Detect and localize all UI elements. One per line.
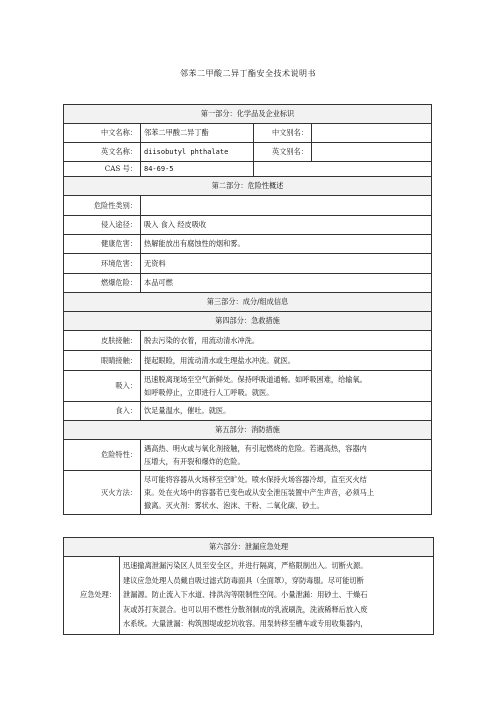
spill-section bbox=[63, 537, 433, 635]
ingestion-label: 食入： bbox=[64, 402, 141, 421]
hazard-category-value bbox=[141, 196, 432, 216]
fire-hazard-value: 本品可燃 bbox=[141, 274, 432, 293]
inhalation-label: 吸入： bbox=[64, 371, 141, 402]
fire-characteristics-line-2: 压增大，有开裂和爆炸的危险。 bbox=[144, 457, 245, 466]
spill-line-3: 泄漏源。防止流入下水道、排洪沟等限制性空间。小量泄漏：用砂土、干燥石 bbox=[123, 590, 368, 599]
fire-hazard-label: 燃爆危险： bbox=[64, 274, 141, 293]
section-1-header: 第一部分：化学品及企业标识 bbox=[64, 105, 432, 124]
fire-characteristics-line-1: 遇高热、明火或与氧化剂接触，有引起燃烧的危险。若遇高热，容器内 bbox=[144, 444, 367, 453]
extinguishing-line-3: 撤离。灭火剂：雾状水、泡沫、干粉、二氧化碳、砂土。 bbox=[144, 501, 324, 510]
health-hazard-value: 热解能放出有腐蚀性的烟和雾。 bbox=[141, 235, 432, 254]
msds-table bbox=[63, 104, 431, 515]
extinguishing-method-value bbox=[141, 471, 432, 515]
env-hazard-label: 环境危害： bbox=[64, 254, 141, 274]
cas-label: CAS 号： bbox=[64, 162, 141, 177]
inhalation-value bbox=[141, 371, 432, 402]
section-2-header: 第二部分：危险性概述 bbox=[64, 177, 432, 196]
extinguishing-method-label: 灭火方法： bbox=[64, 471, 141, 515]
en-alias-label: 英文别名： bbox=[254, 143, 312, 162]
health-hazard-label: 健康危害： bbox=[64, 235, 141, 254]
cas-row-blank bbox=[254, 162, 432, 177]
en-alias-value bbox=[312, 143, 432, 162]
skin-contact-label: 皮肤接触： bbox=[64, 331, 141, 351]
document-title: 邻苯二甲酸二异丁酯安全技术说明书 bbox=[180, 69, 316, 78]
spill-line-1: 迅速撤离泄漏污染区人员至安全区，并进行隔离，严格限制出入。切断火源。 bbox=[123, 561, 368, 570]
exposure-route-label: 侵入途径： bbox=[64, 216, 141, 235]
section-5-header: 第五部分：消防措施 bbox=[64, 421, 432, 440]
eye-contact-label: 眼睛接触： bbox=[64, 351, 141, 371]
fire-characteristics-value bbox=[141, 440, 432, 471]
en-name-label: 英文名称： bbox=[64, 143, 141, 162]
cn-name-value: 邻苯二甲酸二异丁酯 bbox=[141, 124, 254, 143]
cn-name-label: 中文名称： bbox=[64, 124, 141, 143]
en-name-value: diisobutyl phthalate bbox=[141, 143, 254, 162]
ingestion-value: 饮足量温水，催吐。就医。 bbox=[141, 402, 432, 421]
section-4-header: 第四部分：急救措施 bbox=[64, 312, 432, 331]
inhalation-line-1: 迅速脱离现场至空气新鲜处。保持呼吸道通畅。如呼吸困难，给输氧。 bbox=[144, 375, 367, 384]
emergency-response-label: 应急处理： bbox=[64, 557, 120, 635]
section-3-header: 第三部分：成分/组成信息 bbox=[64, 293, 432, 312]
fire-characteristics-label: 危险特性： bbox=[64, 440, 141, 471]
env-hazard-value: 无资料 bbox=[141, 254, 432, 274]
section-6-header: 第六部分：泄漏应急处理 bbox=[64, 538, 434, 557]
cn-alias-label: 中文别名： bbox=[254, 124, 312, 143]
cas-value: 84-69-5 bbox=[141, 162, 254, 177]
inhalation-line-2: 如呼吸停止，立即进行人工呼吸。就医。 bbox=[144, 388, 274, 397]
eye-contact-value: 提起眼睑，用流动清水或生理盐水冲洗。就医。 bbox=[141, 351, 432, 371]
extinguishing-line-2: 束。处在火场中的容器若已变色或从安全泄压装置中产生声音，必须马上 bbox=[144, 488, 375, 497]
emergency-response-value bbox=[120, 557, 434, 635]
spill-line-4: 灰或苏打灰混合。也可以用不燃性分散剂制成的乳液刷洗，洗液稀释后放入废 bbox=[123, 604, 368, 614]
skin-contact-value: 脱去污染的衣着，用流动清水冲洗。 bbox=[141, 331, 432, 351]
hazard-category-label: 危险性类别： bbox=[64, 196, 141, 216]
exposure-route-value: 吸入 食入 经皮吸收 bbox=[141, 216, 432, 235]
cn-alias-value bbox=[312, 124, 432, 143]
spill-line-5: 水系统。大量泄漏：构筑围堤或挖坑收容。用泵转移至槽车或专用收集器内， bbox=[123, 619, 368, 628]
extinguishing-line-1: 尽可能将容器从火场移至空旷处。喷水保持火场容器冷却，直至灭火结 bbox=[144, 475, 367, 484]
spill-line-2: 建议应急处理人员戴自吸过滤式防毒面具（全面罩），穿防毒服。尽可能切断 bbox=[123, 575, 364, 585]
